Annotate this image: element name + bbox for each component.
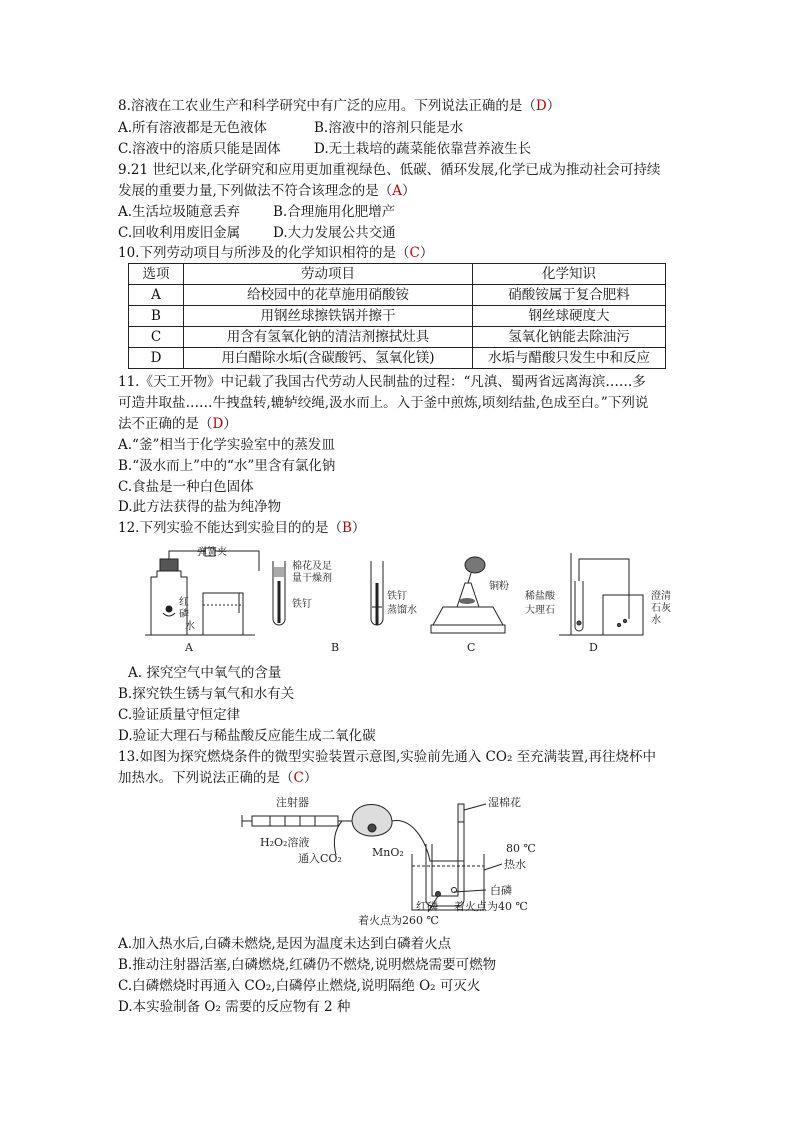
table-header-cell: 劳动项目 — [184, 264, 473, 285]
table-row — [129, 327, 666, 348]
label-wet-cotton: 湿棉花 — [488, 796, 521, 809]
table-cell: D — [129, 348, 184, 369]
q9-options-row2 — [118, 224, 396, 242]
table-cell: B — [129, 306, 184, 327]
q11-option-b: B.“汲水而上”中的“水”里含有氯化钠 — [118, 458, 336, 474]
q13-stem-line2: 加热水。下列说法正确的是（C） — [118, 770, 318, 786]
figure-c — [431, 557, 509, 654]
q9-stem-line2: 发展的重要力量,下列做法不符合该理念的是（A） — [118, 183, 416, 199]
caption-d: D — [589, 641, 598, 654]
q13-option-b: B.推动注射器活塞,白磷燃烧,红磷仍不燃烧,说明燃烧需要可燃物 — [118, 957, 497, 973]
q9-option-d: D.大力发展公共交通 — [273, 225, 396, 241]
table-header-row — [129, 264, 666, 285]
table-cell: 硝酸铵属于复合肥料 — [473, 285, 666, 306]
q9-option-a: A.生活垃圾随意丢弃 — [118, 204, 241, 220]
table-row — [129, 306, 666, 327]
label-spring-clip: 弹簧夹 — [197, 547, 227, 558]
q12-option-b: B.探究铁生锈与氧气和水有关 — [118, 686, 295, 702]
label-co2-inlet: 通入CO₂ — [298, 852, 342, 865]
q9-answer: A — [392, 183, 403, 199]
caption-b: B — [331, 641, 340, 654]
label-syringe: 注射器 — [276, 796, 309, 809]
table-cell: 钢丝球硬度大 — [473, 306, 666, 327]
label-clear: 澄清 — [651, 591, 671, 602]
q8-option-d: D.无土栽培的蔬菜能依靠营养液生长 — [314, 141, 532, 157]
label-nail-1: 铁钉 — [292, 599, 312, 610]
table-cell: A — [129, 285, 184, 306]
table-row — [129, 285, 666, 306]
caption-c: C — [467, 641, 476, 654]
table-cell: 用钢丝球擦铁锅并擦干 — [184, 306, 473, 327]
q8-options-row2 — [118, 140, 532, 158]
label-mno2: MnO₂ — [372, 846, 404, 859]
syringe — [242, 815, 352, 827]
q8-stem: 8.溶液在工农业生产和科学研究中有广泛的应用。下列说法正确的是（D） — [118, 98, 561, 114]
q13-option-d: D.本实验制备 O₂ 需要的反应物有 2 种 — [118, 999, 351, 1015]
label-copper-powder: 铜粉 — [489, 581, 509, 592]
label-water: 水 — [185, 621, 195, 632]
q11-option-d: D.此方法获得的盐为纯净物 — [118, 499, 282, 515]
table-cell: 氢氧化钠能去除油污 — [473, 327, 666, 348]
q13-answer: C — [293, 770, 304, 786]
q13-option-c: C.白磷燃烧时再通入 CO₂,白磷停止燃烧,说明隔绝 O₂ 可灭火 — [118, 978, 481, 994]
figure-d — [525, 553, 671, 654]
label-h2o2: H₂O₂溶液 — [260, 836, 310, 849]
table-header-cell: 选项 — [129, 264, 184, 285]
table-cell: 给校园中的花草施用硝酸铵 — [184, 285, 473, 306]
figure-a — [145, 545, 259, 654]
q10-answer: C — [409, 245, 420, 261]
q11-answer: D — [212, 416, 224, 432]
q12-stem: 12.下列实验不能达到实验目的的是（B） — [118, 520, 366, 536]
q12-answer: B — [341, 520, 352, 536]
label-limewater: 石灰 — [651, 603, 671, 614]
label-hot-water: 热水 — [504, 858, 526, 871]
label-dilute-hcl: 稀盐酸 — [525, 591, 555, 602]
q9-options-row1 — [118, 203, 396, 221]
label-desiccant: 量干燥剂 — [292, 573, 332, 584]
label-phosphorus: 磷 — [179, 609, 189, 620]
q8-option-b: B.溶液中的溶剂只能是水 — [314, 120, 464, 136]
label-distilled-water: 蒸馏水 — [387, 605, 417, 616]
q13-stem-line1: 13.如图为探究燃烧条件的微型实验装置示意图,实验前先通入 CO₂ 至充满装置,再往烧杯中 — [118, 749, 656, 765]
label-white-ignition: 着火点为40 ℃ — [454, 900, 528, 913]
label-nail-2: 铁钉 — [387, 591, 407, 602]
q12-option-d: D.验证大理石与稀盐酸反应能生成二氧化碳 — [118, 728, 376, 744]
q10-stem: 10.下列劳动项目与所涉及的化学知识相符的是（C） — [118, 245, 434, 261]
table-cell: 用含有氢氧化钠的清洁剂擦拭灶具 — [184, 327, 473, 348]
q8-answer: D — [535, 98, 547, 114]
q13-figure — [240, 790, 570, 930]
q13-option-a: A.加入热水后,白磷未燃烧,是因为温度未达到白磷着火点 — [118, 936, 452, 952]
label-red: 红 — [179, 597, 189, 608]
label-80c: 80 ℃ — [506, 842, 536, 855]
q11-option-a: A.“釜”相当于化学实验室中的蒸发皿 — [118, 437, 335, 453]
q9-stem-line1: 9.21 世纪以来,化学研究和应用更加重视绿色、低碳、循环发展,化学已成为推动社会可持续 — [118, 162, 661, 178]
q9-option-b: B.合理施用化肥增产 — [273, 204, 396, 220]
q12-option-c: C.验证质量守恒定律 — [118, 707, 241, 723]
q12-figure — [145, 543, 675, 658]
q8-options-row1 — [118, 119, 464, 137]
q11-stem-line1: 11.《天工开物》中记载了我国古代劳动人民制盐的过程：“凡滇、蜀两省远离海滨……多 — [118, 374, 646, 390]
table-cell: 水垢与醋酸只发生中和反应 — [473, 348, 666, 369]
q9-option-c: C.回收利用废旧金属 — [118, 225, 241, 241]
label-white-phosphorus: 白磷 — [490, 884, 512, 897]
label-red-phosphorus: 红磷 — [416, 900, 438, 913]
label-limewater-2: 水 — [651, 615, 661, 626]
table-row — [129, 348, 666, 369]
label-red-ignition: 着火点为260 ℃ — [358, 914, 439, 927]
figure-b — [273, 559, 417, 654]
label-marble: 大理石 — [525, 605, 555, 616]
q10-table — [128, 263, 666, 369]
caption-a: A — [185, 641, 193, 654]
q8-option-c: C.溶液中的溶质只能是固体 — [118, 141, 281, 157]
q11-option-c: C.食盐是一种白色固体 — [118, 479, 254, 495]
q11-stem-line3: 法不正确的是（D） — [118, 416, 237, 432]
q12-option-a: A. 探究空气中氧气的含量 — [128, 665, 282, 681]
table-header-cell: 化学知识 — [473, 264, 666, 285]
q8-option-a: A.所有溶液都是无色液体 — [118, 120, 268, 136]
table-cell: C — [129, 327, 184, 348]
table-cell: 用白醋除水垢(含碳酸钙、氢氧化镁) — [184, 348, 473, 369]
q11-stem-line2: 可造井取盐……牛拽盘转,辘轳绞绳,汲水而上。入于釜中煎炼,顷刻结盐,色成至白。”下列说 — [118, 395, 649, 411]
label-cotton: 棉花及足 — [292, 561, 332, 572]
